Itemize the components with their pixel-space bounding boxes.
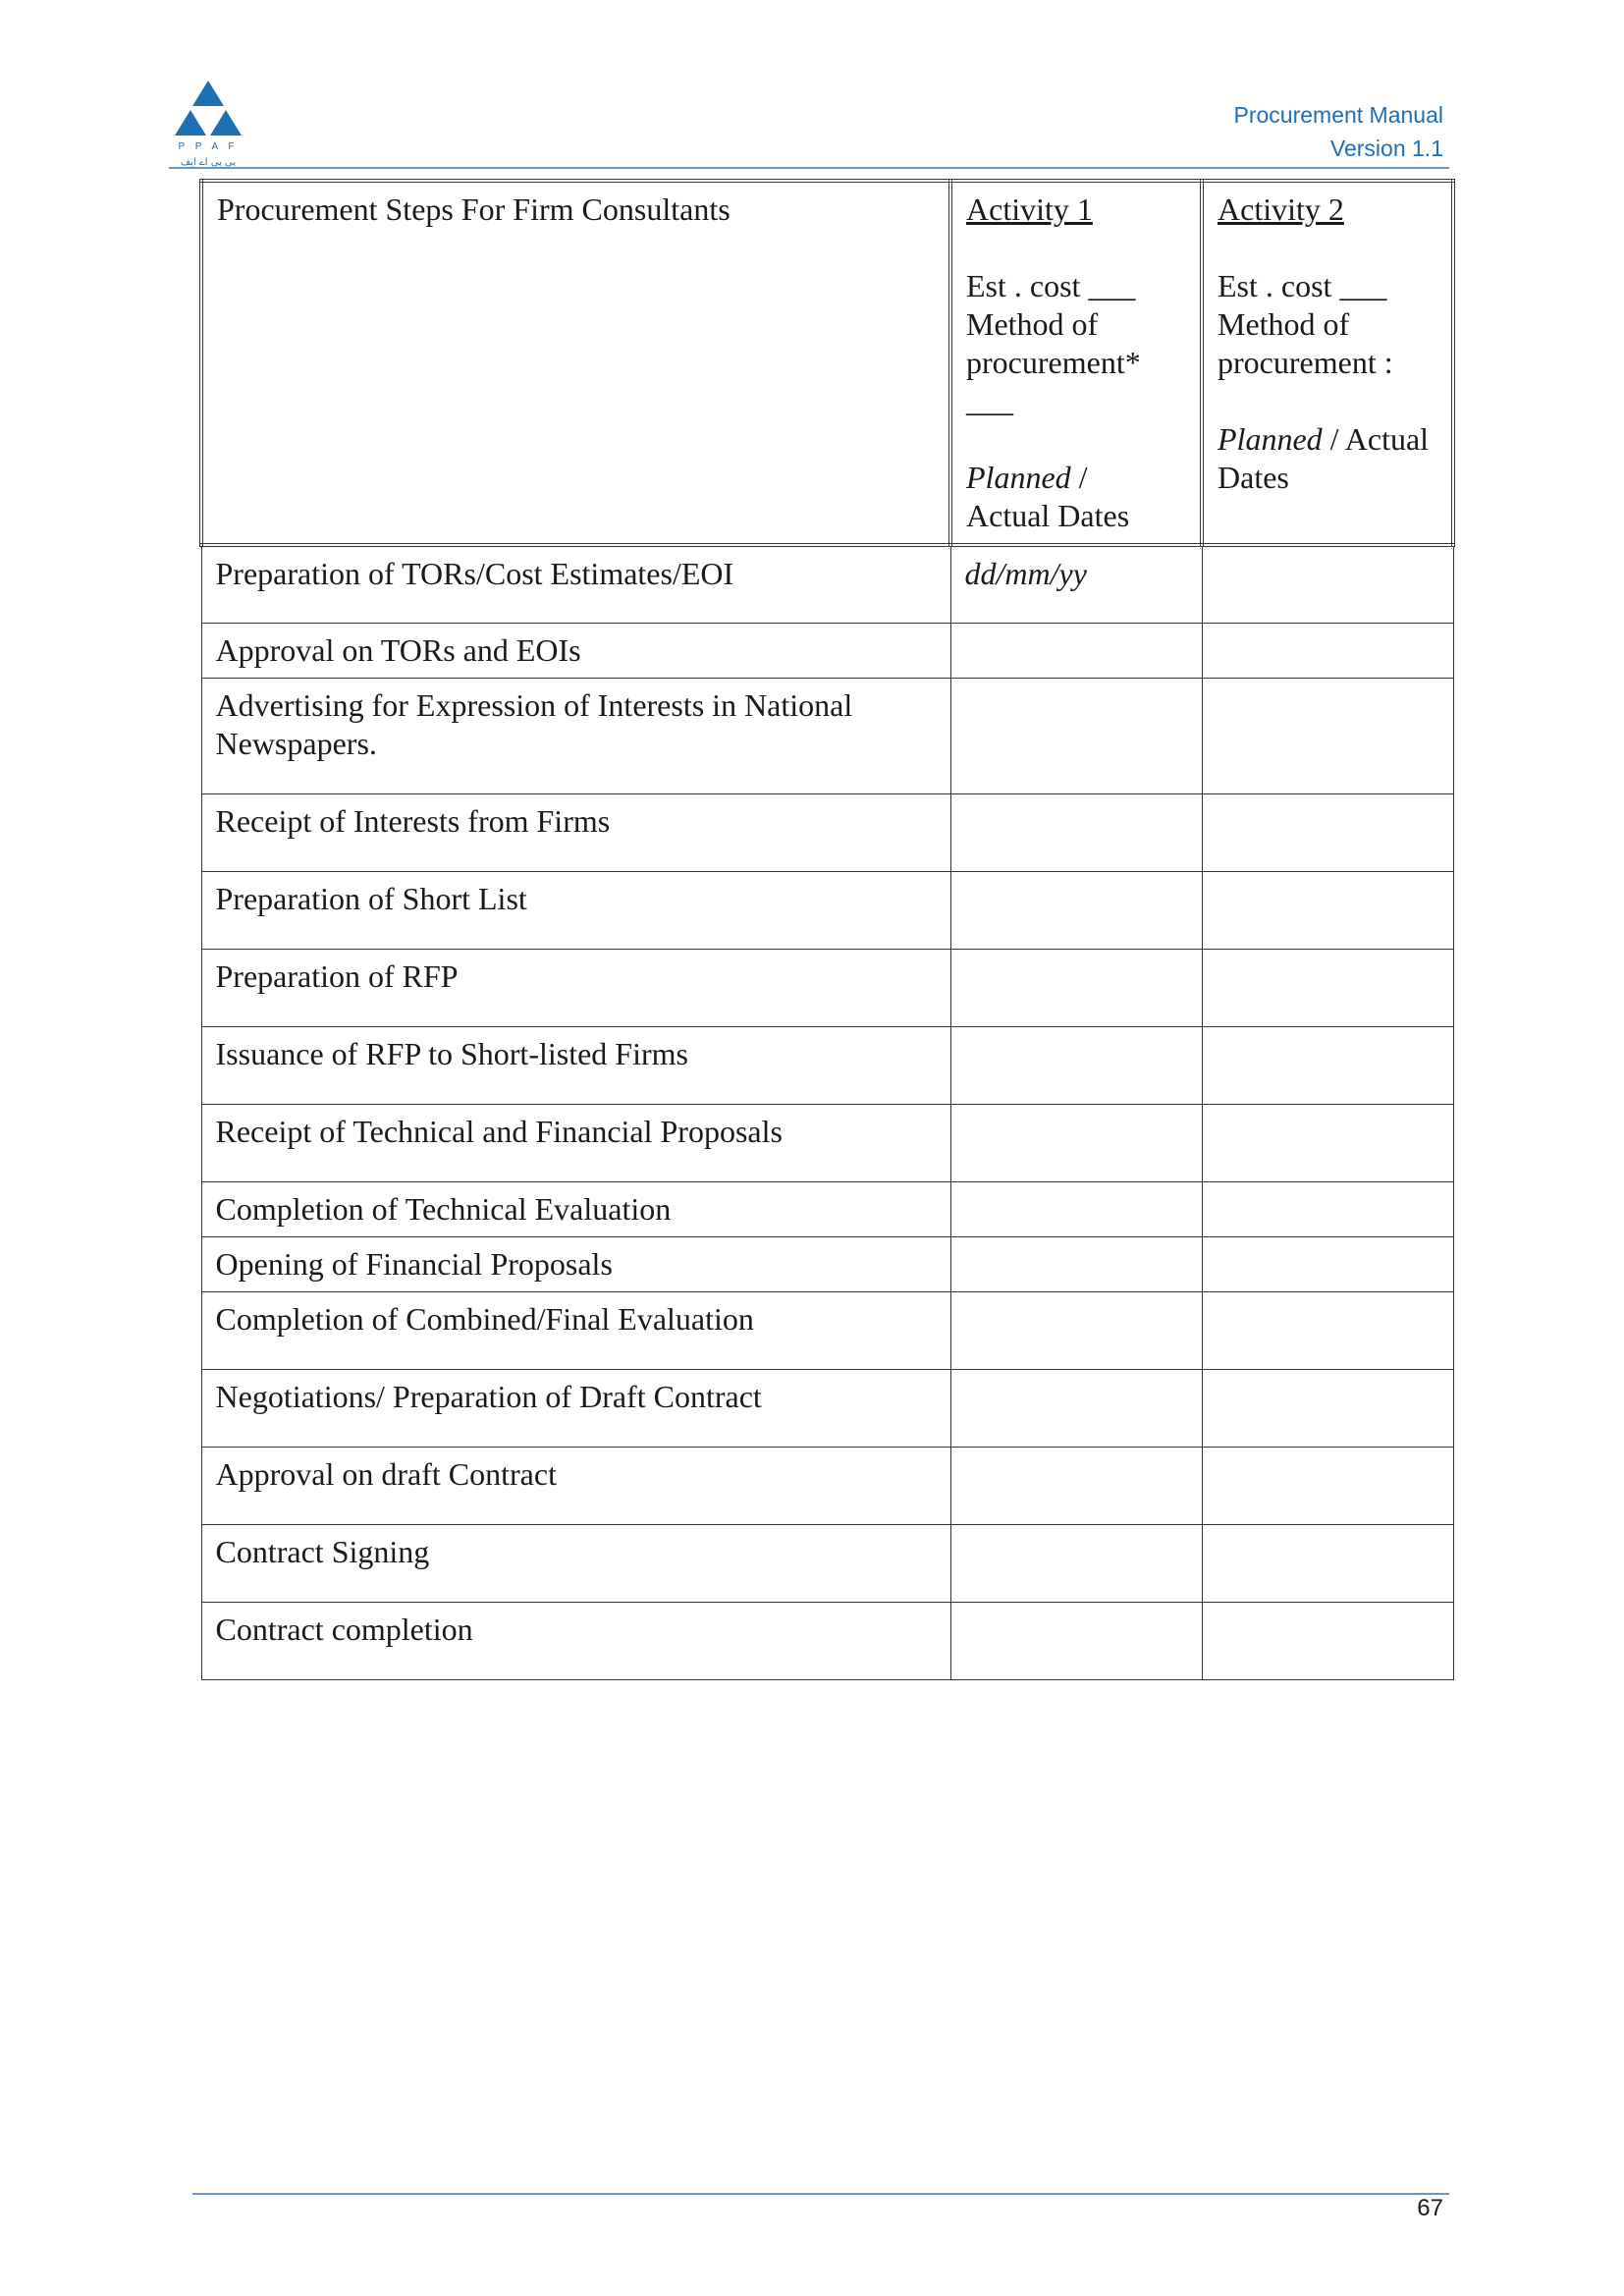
- steps-heading-cell: [201, 181, 950, 545]
- activity-1-cell: [950, 678, 1202, 793]
- activity-2-dates: Dates: [1218, 460, 1289, 495]
- table-row: [201, 793, 1453, 871]
- activity-2-actual: / Actual: [1322, 421, 1430, 457]
- activity-1-cell: [950, 1026, 1202, 1104]
- activity-1-cell: [950, 1236, 1202, 1291]
- activity-2-cell: [1202, 1524, 1453, 1602]
- activity-2-method-line1: Method of: [1218, 306, 1350, 342]
- step-cell: Receipt of Technical and Financial Proposals: [201, 1104, 950, 1181]
- step-cell: Contract Signing: [201, 1524, 950, 1602]
- activity-1-cell: [950, 1447, 1202, 1524]
- activity-1-method-line2: procurement*: [966, 345, 1141, 380]
- activity-2-planned: Planned: [1218, 421, 1323, 457]
- svg-text:پی پی اے ایف: پی پی اے ایف: [180, 157, 237, 168]
- activity-2-cell: [1202, 545, 1453, 623]
- activity-2-cell: [1202, 1291, 1453, 1369]
- step-cell: Approval on TORs and EOIs: [201, 623, 950, 678]
- activity-1-cell: [950, 1291, 1202, 1369]
- steps-heading: Procurement Steps For Firm Consultants: [217, 191, 731, 227]
- step-cell: Opening of Financial Proposals: [201, 1236, 950, 1291]
- activity-2-cell: [1202, 1104, 1453, 1181]
- activity-2-cell: [1202, 678, 1453, 793]
- activity-1-cell: [950, 949, 1202, 1026]
- manual-title: Procurement Manual: [1233, 102, 1443, 128]
- activity-2-cell: [1202, 793, 1453, 871]
- step-cell: Completion of Combined/Final Evaluation: [201, 1291, 950, 1369]
- activity-1-cell: [950, 1602, 1202, 1679]
- activity-1-cell: [950, 1181, 1202, 1236]
- activity-1-cell: dd/mm/yy: [950, 545, 1202, 623]
- svg-text:P P A F: P P A F: [178, 141, 239, 152]
- table-row: [201, 1236, 1453, 1291]
- table-row: [201, 545, 1453, 623]
- procurement-steps-table: [199, 179, 1455, 1680]
- page-number: 67: [1417, 2195, 1443, 2221]
- table-row: [201, 949, 1453, 1026]
- activity-2-cell: [1202, 1181, 1453, 1236]
- activity-2-cell: [1202, 1369, 1453, 1447]
- step-cell: Issuance of RFP to Short-listed Firms: [201, 1026, 950, 1104]
- step-cell: Preparation of TORs/Cost Estimates/EOI: [201, 545, 950, 623]
- manual-version: Version 1.1: [1329, 136, 1443, 161]
- activity-1-cell: [950, 1524, 1202, 1602]
- table-row: [201, 1369, 1453, 1447]
- table-header-row: [201, 181, 1453, 545]
- activity-1-header-cell: [950, 181, 1202, 545]
- activity-1-actual-dates: Actual Dates: [966, 498, 1130, 533]
- activity-2-cell: [1202, 1026, 1453, 1104]
- activity-2-est-cost: Est . cost ___: [1218, 268, 1387, 303]
- step-cell: Preparation of RFP: [201, 949, 950, 1026]
- table-row: [201, 1447, 1453, 1524]
- activity-1-slash: /: [1070, 460, 1088, 495]
- step-cell: Approval on draft Contract: [201, 1447, 950, 1524]
- activity-1-title: Activity 1: [966, 191, 1093, 227]
- step-cell: Negotiations/ Preparation of Draft Contract: [201, 1369, 950, 1447]
- table-row: [201, 1104, 1453, 1181]
- activity-2-cell: [1202, 623, 1453, 678]
- activity-1-cell: [950, 623, 1202, 678]
- table-row: [201, 871, 1453, 949]
- activity-1-planned: Planned: [966, 460, 1071, 495]
- activity-2-cell: [1202, 1236, 1453, 1291]
- table-row: [201, 1181, 1453, 1236]
- table-row: [201, 1524, 1453, 1602]
- activity-1-cell: [950, 1104, 1202, 1181]
- activity-2-header-cell: [1202, 181, 1453, 545]
- document-header: [1234, 98, 1444, 165]
- activity-2-cell: [1202, 1447, 1453, 1524]
- activity-2-cell: [1202, 949, 1453, 1026]
- step-cell: Advertising for Expression of Interests in National Newspapers.: [201, 678, 950, 793]
- activity-1-cell: [950, 871, 1202, 949]
- activity-2-method-line2: procurement :: [1218, 345, 1393, 380]
- activity-1-method-line1: Method of: [966, 306, 1099, 342]
- activity-2-cell: [1202, 1602, 1453, 1679]
- table-row: [201, 678, 1453, 793]
- table-row: [201, 1026, 1453, 1104]
- footer-rule: [192, 2193, 1449, 2195]
- activity-2-title: Activity 2: [1218, 191, 1344, 227]
- step-cell: Receipt of Interests from Firms: [201, 793, 950, 871]
- table-row: [201, 1291, 1453, 1369]
- step-cell: Contract completion: [201, 1602, 950, 1679]
- ppaf-logo: [169, 79, 247, 169]
- table-row: [201, 1602, 1453, 1679]
- table-row: [201, 623, 1453, 678]
- activity-1-cell: [950, 793, 1202, 871]
- header-rule: [169, 167, 1449, 169]
- activity-1-est-cost: Est . cost ___: [966, 268, 1136, 303]
- activity-1-cell: [950, 1369, 1202, 1447]
- step-cell: Completion of Technical Evaluation: [201, 1181, 950, 1236]
- step-cell: Preparation of Short List: [201, 871, 950, 949]
- activity-1-method-line3: ___: [966, 383, 1013, 418]
- activity-2-cell: [1202, 871, 1453, 949]
